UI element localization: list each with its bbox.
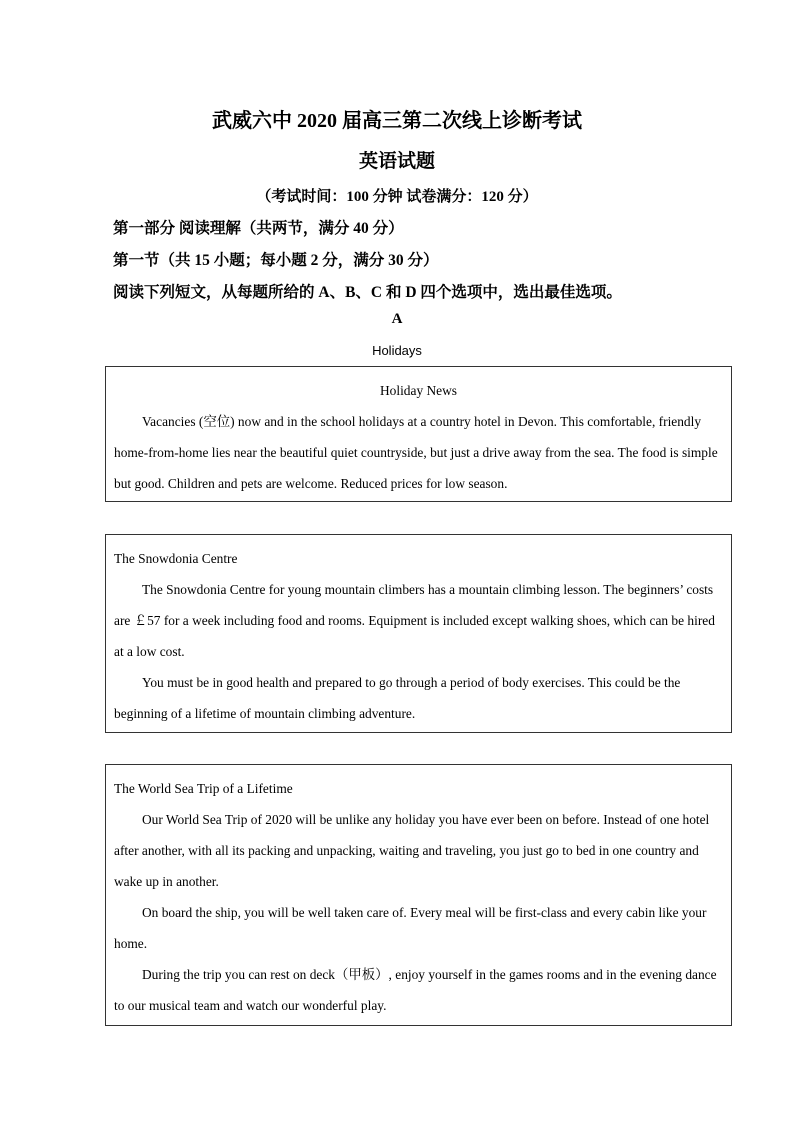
subject-title: 英语试题 [358,151,435,172]
ad-box-holiday-news [105,366,732,502]
ad-heading: The Snowdonia Centre [114,551,238,566]
passage-letter: A [391,311,403,327]
ad-box-world-sea-trip [105,764,732,1026]
ad-heading: The World Sea Trip of a Lifetime [114,781,293,796]
ad-paragraph: You must be in good health and prepared to go through a period of body exercises. This could be the beginning of a lifetime of mountain climbing adventure. [114,675,681,721]
ad-heading: Holiday News [380,383,457,398]
ad-paragraph: The Snowdonia Centre for young mountain climbers has a mountain climbing lesson. The beginners’ costs are ￡57 for a week including food and rooms. Equipment is included except walking shoes, which can be hired at a low cost. [114,582,715,659]
ad-box-snowdonia [105,534,732,733]
directions-text: 阅读下列短文，从每题所给的 A、B、C 和 D 四个选项中，选出最佳选项。 [113,284,622,301]
passage-title: Holidays [372,343,422,358]
exam-info: （考试时间：100 分钟 试卷满分：120 分） [256,189,538,205]
exam-title: 武威六中 2020 届高三第二次线上诊断考试 [212,110,582,132]
ad-paragraph: On board the ship, you will be well taken care of. Every meal will be first-class and every cabin like your home. [114,905,707,951]
section-heading: 第一节（共 15 小题；每小题 2 分，满分 30 分） [113,252,439,269]
ad-paragraph: Vacancies (空位) now and in the school holidays at a country hotel in Devon. This comfortable, friendly home-from-home lies near the beautiful quiet countryside, but just a drive away from the sea. The food is simple but good. Children and pets are welcome. Reduced prices for low season. [114,414,718,491]
ad-paragraph: During the trip you can rest on deck（甲板）, enjoy yourself in the games rooms and in the evening dance to our musical team and watch our wonderful play. [114,967,717,1013]
part-heading: 第一部分 阅读理解（共两节，满分 40 分） [113,220,404,237]
ad-paragraph: Our World Sea Trip of 2020 will be unlike any holiday you have ever been on before. Instead of one hotel after another, with all its packing and unpacking, waiting and traveling, you just go to bed in one country and wake up in another. [114,812,710,889]
